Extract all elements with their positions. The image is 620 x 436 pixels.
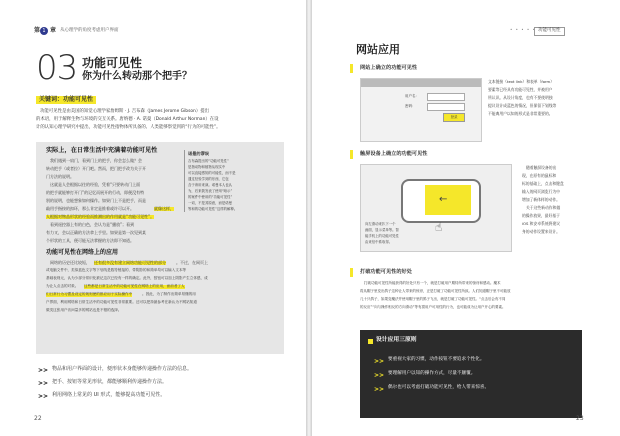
section-heading: 功能可见性在网络上的应用 xyxy=(46,249,119,256)
body-line: 标的基础上，点击和键盘 xyxy=(522,181,564,186)
heading-marker xyxy=(350,268,353,277)
username-field[interactable] xyxy=(427,93,465,101)
login-form-figure xyxy=(360,78,482,142)
sliding-panel xyxy=(425,185,471,215)
body-line: 有力又，会以正确的方法拿上手里。如果是第一次见到某 xyxy=(46,230,146,235)
highlight-text: 人根据对物品形状的经验而推测出的作用就是“功能可见性”。 xyxy=(46,214,155,219)
form-label: 密码： xyxy=(405,104,416,108)
body-line: 转动把手（或者拉）开门吧。然而，把门把手改为关于开 xyxy=(46,166,146,171)
body-line: 这就是人会根据以往的经验，凭着“只要转动门上面 xyxy=(50,182,141,187)
body-line: iOS 和安卓系统将建议 xyxy=(522,221,561,226)
page-number: 22 xyxy=(34,415,42,422)
intro-line: 的术语，用于解释生物与环境的交互关系。唐纳德 · A. 诺曼（Donald Arthur Norman）在设 xyxy=(36,117,219,122)
page-number: 23 xyxy=(576,415,584,422)
browser-bar xyxy=(361,79,481,87)
body-line: 门方法的说明。 xyxy=(46,174,74,179)
sidebar-line: 为，后来我发表了使用“暗示” xyxy=(188,189,233,193)
body-line: 网络的历史还比较短， xyxy=(50,260,90,265)
hand-icon: ☝ xyxy=(435,220,443,234)
body-line: 做类这张用户访问量多的网站也是不错的选择。 xyxy=(46,308,122,312)
arrow-icon: >> xyxy=(374,358,385,365)
section-number: 03 xyxy=(36,48,78,88)
arrow-icon: >> xyxy=(374,386,385,393)
chapter-suffix: 章 xyxy=(50,27,57,34)
body-line: 敲用手指按的扣环，那么肯定是推着或许可以开。 xyxy=(46,206,134,211)
summary-title: 设计应用三原则 xyxy=(376,337,417,343)
caption-line: 画面，显示菜单等。智 xyxy=(365,228,399,232)
highlight-text: 还有很多没有建立网络功能可见性的部分 xyxy=(94,260,166,265)
sidebar-line: 含于该用来演。诺曼本人也认 xyxy=(188,183,233,187)
intro-line: 功能可见性是由美国的知觉心理学家詹姆斯 · J. 吉布森（James Jerome Gibson）提出 xyxy=(40,109,210,114)
body-line: 或电脑文件中，类似蓝色文字等下划线是数符链接的、带阴影的和简单均可以输入文本等 xyxy=(46,268,187,272)
chapter-number-badge: 1 xyxy=(40,27,48,35)
page-title: 网站应用 xyxy=(356,43,400,56)
section-heading: 打破功能可见性的好处 xyxy=(360,269,412,275)
page-subtitle: 你为什么转动那个把手？ xyxy=(82,71,192,82)
intro-line: 计的认知心理学研究中提出，功能可见性指物体所具备的、人类能够察觉到的“行为的可能性”。 xyxy=(36,125,221,130)
rule-text: 要理解用户以知的操作方式，尽量不颠覆。 xyxy=(388,371,476,376)
running-title: 从心理学的角度考虑用户界面 xyxy=(60,28,119,33)
rule-text: 要重视大家的习惯，动作按钮不要追求个性化。 xyxy=(388,357,485,362)
heading-marker xyxy=(350,150,353,159)
caption-line: 由来信中系取得。 xyxy=(365,240,393,244)
body-line: 身的动作设置来设计。 xyxy=(522,229,560,234)
body-line: 随着触屏设备的出 xyxy=(526,165,557,170)
body-line: 。不过，在网页上 xyxy=(176,260,208,265)
body-line: 将从帽子里变出鸽子这种让人带来的惊讶，正是打破了功能可见性所致。人们知道帽子里不可能放 xyxy=(360,289,511,293)
body-line: 输入的网页浏览行为中 xyxy=(522,189,560,194)
body-line: 户界面，利用网络和日常生活中的功能可见性非常重要。还可以把持最参考在新认为不网站知道 xyxy=(46,300,197,304)
design-rules-box xyxy=(360,330,582,418)
title-marker xyxy=(368,339,373,344)
left-page xyxy=(0,0,306,436)
body-line: 的把手就能够打开门”的记忆而展开的行动，即便没有特 xyxy=(46,190,145,195)
caption-line: 向左滑动来扒下一个 xyxy=(365,222,396,226)
right-page xyxy=(312,0,620,436)
highlight-text: 就像这样， xyxy=(154,206,174,211)
heading-marker xyxy=(350,64,353,73)
password-field[interactable] xyxy=(427,103,465,111)
caption-line: 能手机上的功能可见性 xyxy=(365,234,399,238)
body-line: 关于这些新动作和做 xyxy=(526,205,561,210)
body-line: 。因此，为了制作出简单易懂的用 xyxy=(142,292,196,296)
keyword-tag: 关键词：功能可见性 xyxy=(36,96,96,104)
touch-gesture-figure xyxy=(360,164,512,252)
highlight-text: 们日常行为习惯及设定的规则使的都应用于实际操作中 xyxy=(46,292,133,296)
swipe-arrow-icon: ← xyxy=(439,194,448,205)
sidebar-line: 的案件中使用的“功能可见性” xyxy=(188,195,233,199)
arrow-icon: >> xyxy=(38,380,49,387)
sidebar-line: 可以直接感知的可能性，而不是 xyxy=(188,171,236,175)
body-line: 要素等已经具有功能可见性，并被用户 xyxy=(488,87,553,92)
bullet-text: 利用网络上常见的 UI 形式，能够提高功能可见性。 xyxy=(52,392,166,398)
body-line: 提议设计成蓝色的情况，但保留下划线等 xyxy=(488,103,557,108)
body-line: 增加了新体样的动作。 xyxy=(522,197,560,202)
section-heading: 触屏设备上确立的功能可见性 xyxy=(360,151,428,157)
arrow-icon: >> xyxy=(38,367,49,374)
chapter-prefix: 第 xyxy=(34,27,41,34)
header-tag: 功能可见性 xyxy=(534,27,565,36)
body-line: 不能离用户以知的形式是非常重要的。 xyxy=(488,111,553,116)
sidebar-heading: 诺曼的谬误 xyxy=(188,151,209,156)
body-line: 看到遥控器上有的白色，会认为是“播放”；看到 xyxy=(50,222,135,227)
body-line: 基础表现元，认为少部分常识化被记这次已经有一样的确定。此外，按钮可以加上阴影产生立体感，成 xyxy=(46,276,208,280)
highlight-text: 这些都是日常生活中的功能可见性在网络上的应用，而前者了人 xyxy=(84,284,185,288)
arrow-icon: >> xyxy=(374,372,385,379)
body-line: 为让人点击的对象。 xyxy=(46,284,79,288)
bullet-text: 把手、按钮等常见形状，都能够顺利传递操作方法。 xyxy=(52,379,168,385)
body-line: 几十只鸽子，如果变魔法并使用帽子里的鸽子飞出，就是打破了功能可见性。“点击后会有不同 xyxy=(360,297,506,301)
page-title: 功能可见性 xyxy=(82,56,143,70)
sidebar-line: 等和的功能可见性”这样的解释。 xyxy=(188,207,238,211)
rule-text: 偶尔也可以考虑打破功能可见性，给人带来惊喜。 xyxy=(388,385,490,390)
sidebar-line: 一词，不是其原意，而是诺曼 xyxy=(188,201,233,205)
body-line: 别的说明，也能想象如何操作。如果门上不是把手，而是 xyxy=(46,198,146,203)
body-line: 现，在原有的鼠标和 xyxy=(522,173,557,178)
bullet-text: 物品和用户界面的设计，便形状本身能够传递操作方法的信息。 xyxy=(52,366,193,372)
sidebar-divider xyxy=(184,150,185,212)
arrow-icon: >> xyxy=(38,393,49,400)
header-dots: • • • • • xyxy=(510,27,536,32)
body-line: 个形状的工具，便可能无法掌握的方法即不知道。 xyxy=(46,238,134,243)
body-line: 文本链接（text link）和表单（form） xyxy=(488,79,555,84)
login-button[interactable]: 登录 xyxy=(443,113,465,122)
body-line: 的反应”“向与操作相反的方向滑动”等有损用户可用性的行为，也可能成为让用户开心的要素。 xyxy=(360,305,506,309)
sidebar-line: 通过经验学到的东西，它包 xyxy=(188,177,229,181)
form-label: 用户名： xyxy=(405,94,419,98)
section-heading: 网站上确立的功能可见性 xyxy=(360,65,418,71)
body-line: 打破功能可见性所能获得的好处只有一个，就是打破用户期待所带来的惊讶和感动。魔术 xyxy=(364,281,501,285)
body-line: 所认识。从设计角度，也有不要使明独 xyxy=(488,95,553,100)
body-line: 我们遇到一扇门，看到门上的把手，你会怎么做？会 xyxy=(50,158,142,163)
sidebar-line: 吉布森提出的“功能可见性” xyxy=(188,159,229,163)
section-heading: 实际上，在日常生活中充满着功能可见性 xyxy=(46,147,158,154)
sidebar-line: 是指动物和植物从现实中 xyxy=(188,165,226,169)
body-line: 的操作放果，最好基于 xyxy=(522,213,560,218)
